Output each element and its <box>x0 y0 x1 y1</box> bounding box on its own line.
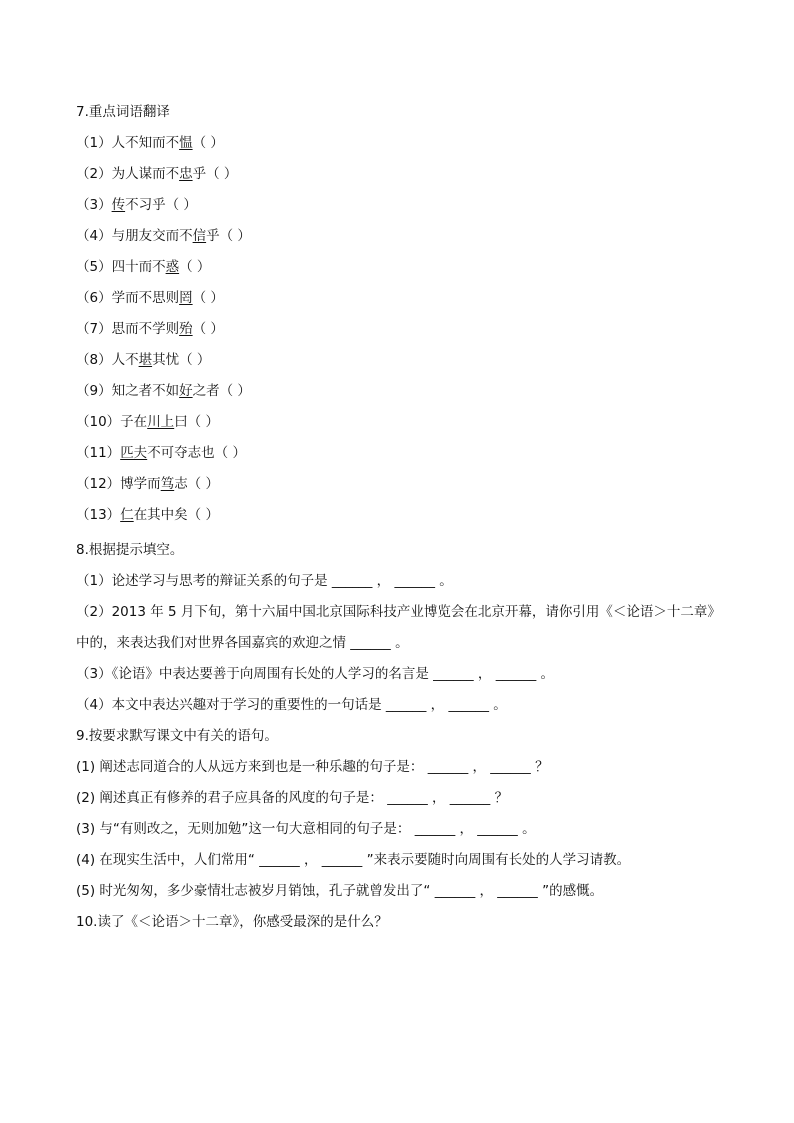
q7-item-suffix: （ ） <box>179 259 211 275</box>
q7-item-keyword: 匹夫 <box>120 445 148 461</box>
q9-line: (4) 在现实生活中，人们常用“ ______ ， ______ ”来表示要随时向周围有长处的人学习请教。 <box>76 852 631 868</box>
q7-item-prefix: （10）子在 <box>76 414 148 430</box>
q9-line: (2) 阐述真正有修养的君子应具备的风度的句子是： ______ ， ______ ？ <box>76 790 509 806</box>
q7-item-keyword: 传 <box>111 197 126 213</box>
q7-item-suffix: 乎（ ） <box>192 166 238 182</box>
q7-item-keyword: 罔 <box>179 290 193 306</box>
q7-item <box>76 475 219 493</box>
q7-item <box>76 444 246 462</box>
q7-item <box>76 134 224 152</box>
q8-line: （2）2013 年 5 月下旬，第十六届中国北京国际科技产业博览会在北京开幕，请你引用《＜论语＞十二章》 <box>76 604 721 620</box>
q7-item-keyword: 川上 <box>147 414 175 430</box>
q9-heading: 9.按要求默写课文中有关的语句。 <box>76 728 278 744</box>
q7-item-suffix: （ ） <box>192 290 224 306</box>
q7-item-keyword: 笃 <box>160 476 175 492</box>
q7-item <box>76 289 224 307</box>
q7-item-prefix: （13） <box>76 507 121 523</box>
q9-line: (3) 与“有则改之，无则加勉”这一句大意相同的句子是： ______ ， ______ 。 <box>76 821 536 837</box>
q7-item-keyword: 惑 <box>165 259 180 275</box>
q7-item-suffix: 之者（ ） <box>192 383 251 399</box>
q7-item-keyword: 堪 <box>138 352 153 368</box>
q7-item-keyword: 仁 <box>120 507 134 523</box>
q8-heading: 8.根据提示填空。 <box>76 542 184 558</box>
q7-item-keyword: 信 <box>192 228 207 244</box>
q7-item <box>76 382 251 400</box>
q7-heading: 7.重点词语翻译 <box>76 104 170 120</box>
q7-item <box>76 165 237 183</box>
q7-item-prefix: （8）人不 <box>76 352 139 368</box>
q7-item <box>76 413 219 431</box>
q7-item <box>76 351 210 369</box>
q9-line: (5) 时光匆匆，多少豪情壮志被岁月销蚀，孔子就曾发出了“ ______ ， ______ ”的感慨。 <box>76 883 604 899</box>
q7-item-prefix: （5）四十而不 <box>76 259 166 275</box>
q7-item-suffix: 曰（ ） <box>174 414 219 430</box>
q7-item-prefix: （3） <box>76 197 112 213</box>
q8-line: （1）论述学习与思考的辩证关系的句子是 ______ ， ______ 。 <box>76 573 453 589</box>
q7-item <box>76 196 197 214</box>
q8-line: （3）《论语》中表达要善于向周围有长处的人学习的名言是 ______ ， ______ 。 <box>76 666 555 682</box>
q7-item-keyword: 忠 <box>179 166 193 182</box>
q7-item-prefix: （4）与朋友交而不 <box>76 228 193 244</box>
q7-item-prefix: （2）为人谋而不 <box>76 166 180 182</box>
q7-item-keyword: 好 <box>179 383 193 399</box>
q9-line: (1) 阐述志同道合的人从远方来到也是一种乐趣的句子是： ______ ， ______ ？ <box>76 759 549 775</box>
q8-line: （4）本文中表达兴趣对于学习的重要性的一句话是 ______ ， ______ 。 <box>76 697 507 713</box>
q7-item <box>76 320 224 338</box>
q7-item-suffix: 乎（ ） <box>206 228 251 244</box>
q7-item-keyword: 愠 <box>179 135 193 151</box>
q7-item-prefix: （7）思而不学则 <box>76 321 180 337</box>
q7-item-suffix: 在其中矣（ ） <box>133 507 219 523</box>
q7-item-prefix: （11） <box>76 445 121 461</box>
q7-item-suffix: （ ） <box>192 321 224 337</box>
q7-item-suffix: 不习乎（ ） <box>125 197 197 213</box>
q10-heading: 10.读了《＜论语＞十二章》，你感受最深的是什么？ <box>76 914 388 930</box>
q7-item-prefix: （1）人不知而不 <box>76 135 180 151</box>
q8-line: 中的，来表达我们对世界各国嘉宾的欢迎之情 ______ 。 <box>76 635 409 651</box>
q7-item-prefix: （12）博学而 <box>76 476 161 492</box>
q7-item <box>76 506 219 524</box>
q7-item-suffix: 不可夺志也（ ） <box>147 445 246 461</box>
q7-item <box>76 227 251 245</box>
q7-item-keyword: 殆 <box>179 321 193 337</box>
q7-item-suffix: （ ） <box>192 135 224 151</box>
q7-item-suffix: 其忧（ ） <box>152 352 211 368</box>
q7-item-prefix: （6）学而不思则 <box>76 290 180 306</box>
q7-item-prefix: （9）知之者不如 <box>76 383 180 399</box>
q7-item <box>76 258 210 276</box>
q7-item-suffix: 志（ ） <box>174 476 219 492</box>
